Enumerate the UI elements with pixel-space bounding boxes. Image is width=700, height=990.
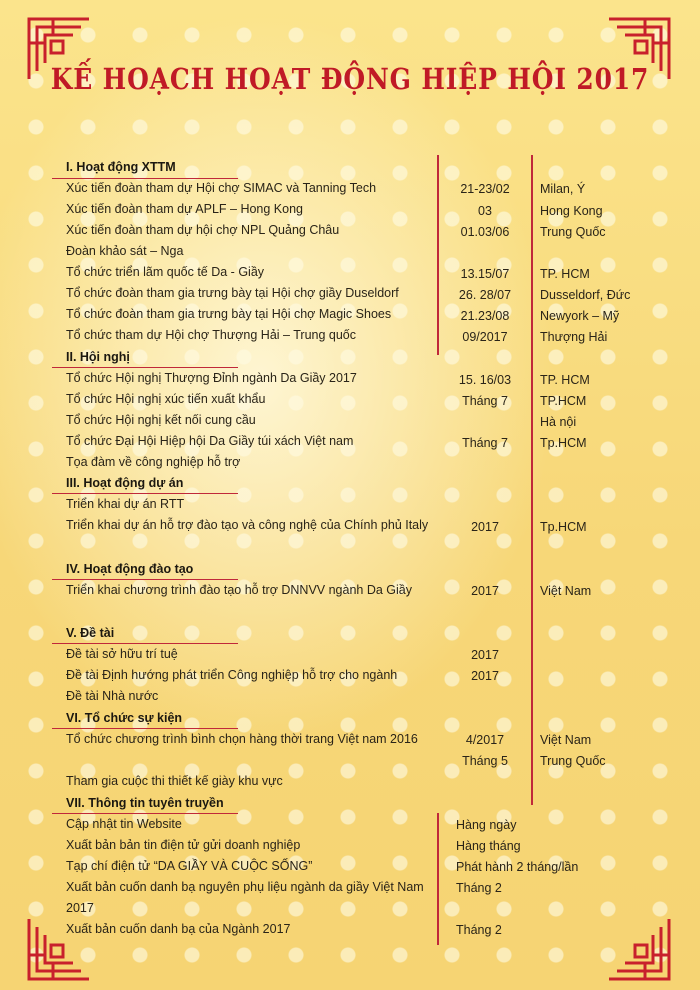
time-text: 13.15/07 [460, 267, 510, 281]
column-divider-place [531, 155, 533, 805]
time-text: 4/2017 [465, 733, 505, 747]
time-text: Hàng tháng [456, 839, 521, 853]
place-text: Newyork – Mỹ [540, 309, 620, 323]
time-text: Tháng 2 [456, 881, 502, 895]
page-title: KẾ HOẠCH HOẠT ĐỘNG HIỆP HỘI 2017 [50, 62, 650, 96]
place-text: Việt Nam [540, 733, 592, 747]
section-heading: IV. Hoạt động đào tạo [66, 562, 194, 576]
time-text: Hàng ngày [456, 818, 517, 832]
activity-text: Tổ chức đoàn tham gia trưng bày tại Hội chợ Magic Shoes [66, 307, 392, 321]
time-text: Tháng 2 [456, 923, 502, 937]
section-heading: VI. Tổ chức sự kiện [66, 711, 183, 725]
column-divider-info [437, 813, 439, 945]
time-text: 2017 [471, 648, 499, 662]
time-text: Phát hành 2 tháng/lần [456, 860, 579, 874]
place-text: Hà nội [540, 415, 577, 429]
activity-text: Đề tài Định hướng phát triển Công nghiệp hỗ trợ cho ngành [66, 668, 398, 682]
activity-text: Xúc tiến đoàn tham dự APLF – Hong Kong [66, 202, 303, 216]
column-divider-time [437, 155, 439, 355]
activity-text: Xuất bản cuốn danh bạ của Ngành 2017 [66, 922, 291, 936]
activity-text: Xúc tiến đoàn tham dự hội chợ NPL Quảng Châu [66, 223, 340, 237]
activity-text: Xuất bản cuốn danh bạ nguyên phụ liệu ngành da giầy Việt Nam 2017 [66, 880, 424, 915]
time-text: 09/2017 [462, 330, 508, 344]
place-text: Trung Quốc [540, 225, 606, 239]
section-heading: II. Hội nghị [66, 350, 130, 364]
activity-text: Triển khai dự án RTT [66, 497, 185, 511]
time-text: 2017 [471, 669, 499, 683]
activity-text: Tổ chức Hội nghị Thượng Đỉnh ngành Da Giầy 2017 [66, 371, 357, 385]
place-text: Thượng Hải [540, 330, 608, 344]
time-text: 15. 16/03 [458, 373, 512, 387]
time-text: 2017 [471, 520, 499, 534]
place-text: TP. HCM [540, 373, 590, 387]
section-heading: V. Đề tài [66, 626, 115, 640]
activity-text: Tổ chức tham dự Hội chợ Thượng Hải – Trung quốc [66, 328, 357, 342]
place-text: TP. HCM [540, 267, 590, 281]
time-text: 21-23/02 [460, 182, 510, 196]
activity-text: Tổ chức triển lãm quốc tế Da - Giầy [66, 265, 265, 279]
section-heading: III. Hoạt động dự án [66, 476, 184, 490]
time-text: 21.23/08 [460, 309, 510, 323]
time-text: 03 [478, 204, 492, 218]
time-text: Tháng 5 [462, 754, 508, 768]
activity-text: Triển khai dự án hỗ trợ đào tạo và công nghệ của Chính phủ Italy [66, 518, 429, 532]
activity-text: Xúc tiến đoàn tham dự Hội chợ SIMAC và Tanning Tech [66, 181, 377, 195]
activity-text: Tổ chức chương trình bình chọn hàng thời trang Việt nam 2016 [66, 732, 418, 746]
activity-text: Tham gia cuộc thi thiết kế giày khu vực [66, 774, 283, 788]
activity-text: Xuất bản bản tin điện tử gửi doanh nghiệp [66, 838, 301, 852]
place-text: Tp.HCM [540, 520, 587, 534]
activity-text: Triển khai chương trình đào tạo hỗ trợ DNNVV ngành Da Giầy [66, 583, 412, 597]
activity-text: Tọa đàm về công nghiệp hỗ trợ [66, 455, 241, 469]
place-text: Dusseldorf, Đức [540, 288, 631, 302]
activity-text: Cập nhật tin Website [66, 817, 182, 831]
place-text: Milan, Ý [540, 182, 586, 196]
activity-text: Đề tài Nhà nước [66, 689, 159, 703]
activity-text: Tổ chức Hội nghị xúc tiến xuất khẩu [66, 392, 266, 406]
time-text: Tháng 7 [462, 436, 508, 450]
activity-text: Đề tài sở hữu trí tuệ [66, 647, 178, 661]
time-text: 01.03/06 [460, 225, 510, 239]
place-text: Hong Kong [540, 204, 603, 218]
place-text: Trung Quốc [540, 754, 606, 768]
place-text: TP.HCM [540, 394, 587, 408]
place-text: Tp.HCM [540, 436, 587, 450]
corner-ornament-bottom-right [606, 916, 672, 982]
activity-text: Tổ chức đoàn tham gia trưng bày tại Hội chợ giầy Duseldorf [66, 286, 399, 300]
activity-text: Tổ chức Đại Hội Hiệp hội Da Giầy túi xách Việt nam [66, 434, 354, 448]
time-text: 2017 [471, 584, 499, 598]
place-text: Việt Nam [540, 584, 592, 598]
activity-text: Đoàn khảo sát – Nga [66, 244, 184, 258]
activity-text: Tạp chí điện tử “DA GIẦY VÀ CUỘC SỐNG” [66, 859, 313, 873]
section-heading: VII. Thông tin tuyên truyền [66, 796, 224, 810]
activity-text: Tổ chức Hội nghị kết nối cung cầu [66, 413, 256, 427]
section-heading: I. Hoạt động XTTM [66, 160, 176, 174]
time-text: Tháng 7 [462, 394, 508, 408]
time-text: 26. 28/07 [458, 288, 512, 302]
